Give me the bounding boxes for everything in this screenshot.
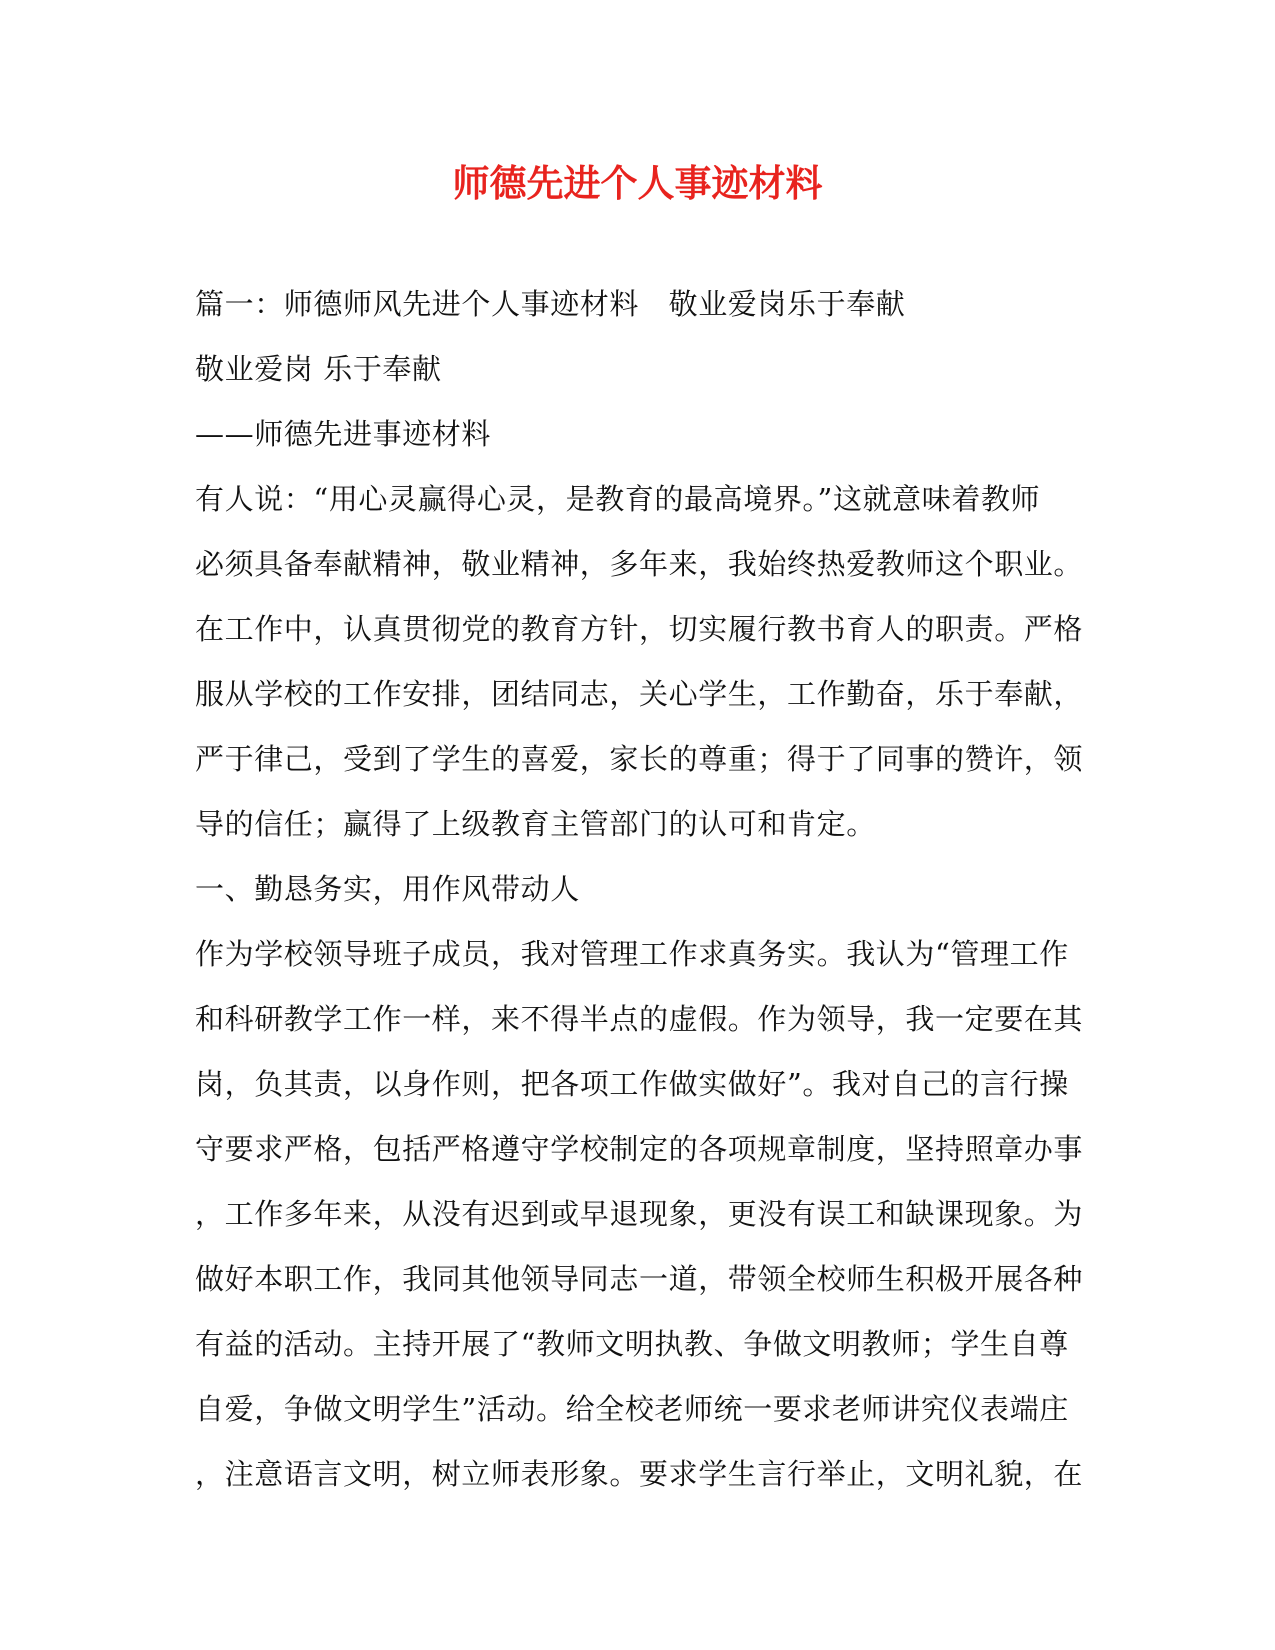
body-line: ，工作多年来，从没有迟到或早退现象，更没有误工和缺课现象。为 — [195, 1197, 1084, 1231]
body-line: 岗，负其责，以身作则，把各项工作做实做好”。我对自己的言行操 — [195, 1067, 1069, 1101]
document-title: 师德先进个人事迹材料 — [452, 161, 823, 205]
body-line: 在工作中，认真贯彻党的教育方针，切实履行教书育人的职责。严格 — [195, 612, 1084, 646]
body-line: 篇一：师德师风先进个人事迹材料 敬业爱岗乐于奉献 — [195, 287, 906, 321]
body-line: 自爱，争做文明学生”活动。给全校老师统一要求老师讲究仪表端庄 — [195, 1392, 1069, 1426]
body-line: 敬业爱岗 乐于奉献 — [195, 352, 442, 386]
body-line: 有益的活动。主持开展了“教师文明执教、争做文明教师；学生自尊 — [195, 1327, 1069, 1361]
body-line: 导的信任；赢得了上级教育主管部门的认可和肯定。 — [195, 807, 876, 841]
document-body — [195, 278, 1084, 1513]
body-line: 有人说：“用心灵赢得心灵，是教育的最高境界。”这就意味着教师 — [195, 482, 1041, 516]
body-line: 必须具备奉献精神，敬业精神，多年来，我始终热爱教师这个职业。 — [195, 547, 1084, 581]
body-line: 守要求严格，包括严格遵守学校制定的各项规章制度，坚持照章办事 — [195, 1132, 1084, 1166]
section-heading: 一、勤恳务实，用作风带动人 — [195, 872, 580, 906]
body-line: ，注意语言文明，树立师表形象。要求学生言行举止，文明礼貌，在 — [195, 1457, 1084, 1491]
body-line: ——师德先进事迹材料 — [195, 417, 492, 451]
body-line: 服从学校的工作安排，团结同志，关心学生，工作勤奋，乐于奉献， — [195, 677, 1084, 711]
body-line: 做好本职工作，我同其他领导同志一道，带领全校师生积极开展各种 — [195, 1262, 1084, 1296]
body-line: 严于律己，受到了学生的喜爱，家长的尊重；得于了同事的赞许，领 — [195, 742, 1084, 776]
body-line: 和科研教学工作一样，来不得半点的虚假。作为领导，我一定要在其 — [195, 1002, 1084, 1036]
body-line: 作为学校领导班子成员，我对管理工作求真务实。我认为“管理工作 — [195, 937, 1069, 971]
